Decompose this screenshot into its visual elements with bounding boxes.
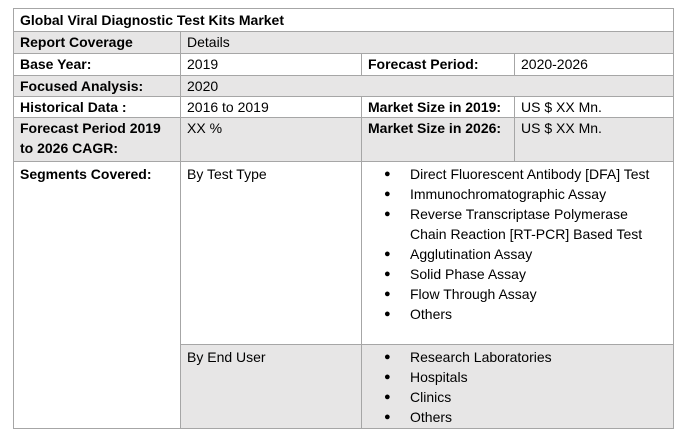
list-item: ● Flow Through Assay (384, 286, 537, 302)
list-item: ● Immunochromatographic Assay (384, 186, 607, 202)
market-size-2026-value: US $ XX Mn. (515, 118, 674, 162)
bullet-icon: ● (384, 351, 391, 363)
report-table (13, 8, 674, 429)
list-item: ● Research Laboratories (384, 349, 552, 365)
bullet-icon: ● (384, 308, 391, 320)
list-item: ● Clinics (384, 389, 452, 405)
list-item: ● Others (384, 409, 453, 425)
by-end-user-label: By End User (181, 345, 362, 429)
base-year-value: 2019 (181, 54, 362, 76)
forecast-period-label: Forecast Period: (362, 54, 515, 76)
list-item: ● Reverse Transcriptase Polymerase Chain Reaction [RT-PCR] Based Test (384, 206, 643, 242)
base-year-label: Base Year: (14, 54, 181, 76)
historical-data-value: 2016 to 2019 (181, 97, 362, 118)
market-size-2019-label: Market Size in 2019: (362, 97, 515, 118)
bullet-icon: ● (384, 411, 391, 423)
historical-data-label: Historical Data : (14, 97, 181, 118)
table-title: Global Viral Diagnostic Test Kits Market (14, 9, 674, 32)
end-user-list (362, 347, 667, 427)
bullet-icon: ● (384, 371, 391, 383)
cagr-label: Forecast Period 2019 to 2026 CAGR: (14, 118, 181, 162)
bullet-icon: ● (384, 391, 391, 403)
list-item: ● Others (384, 306, 453, 322)
forecast-period-value: 2020-2026 (515, 54, 674, 76)
market-size-2026-label: Market Size in 2026: (362, 118, 515, 162)
list-item: ● Direct Fluorescent Antibody [DFA] Test (384, 166, 650, 182)
market-size-2019-value: US $ XX Mn. (515, 97, 674, 118)
segments-covered-label: Segments Covered: (14, 162, 181, 429)
list-item: ● Hospitals (384, 369, 468, 385)
bullet-icon: ● (384, 188, 391, 200)
by-test-type-label: By Test Type (181, 162, 362, 345)
report-coverage-label: Report Coverage (14, 32, 181, 54)
bullet-icon: ● (384, 288, 391, 300)
bullet-icon: ● (384, 248, 391, 260)
bullet-icon: ● (384, 208, 391, 220)
bullet-icon: ● (384, 168, 391, 180)
focused-analysis-label: Focused Analysis: (14, 76, 181, 97)
details-header: Details (181, 32, 674, 54)
bullet-icon: ● (384, 268, 391, 280)
list-item: ● Agglutination Assay (384, 246, 533, 262)
focused-analysis-value: 2020 (181, 76, 674, 97)
cagr-value: XX % (181, 118, 362, 162)
test-type-list (362, 164, 667, 324)
list-item: ● Solid Phase Assay (384, 266, 526, 282)
